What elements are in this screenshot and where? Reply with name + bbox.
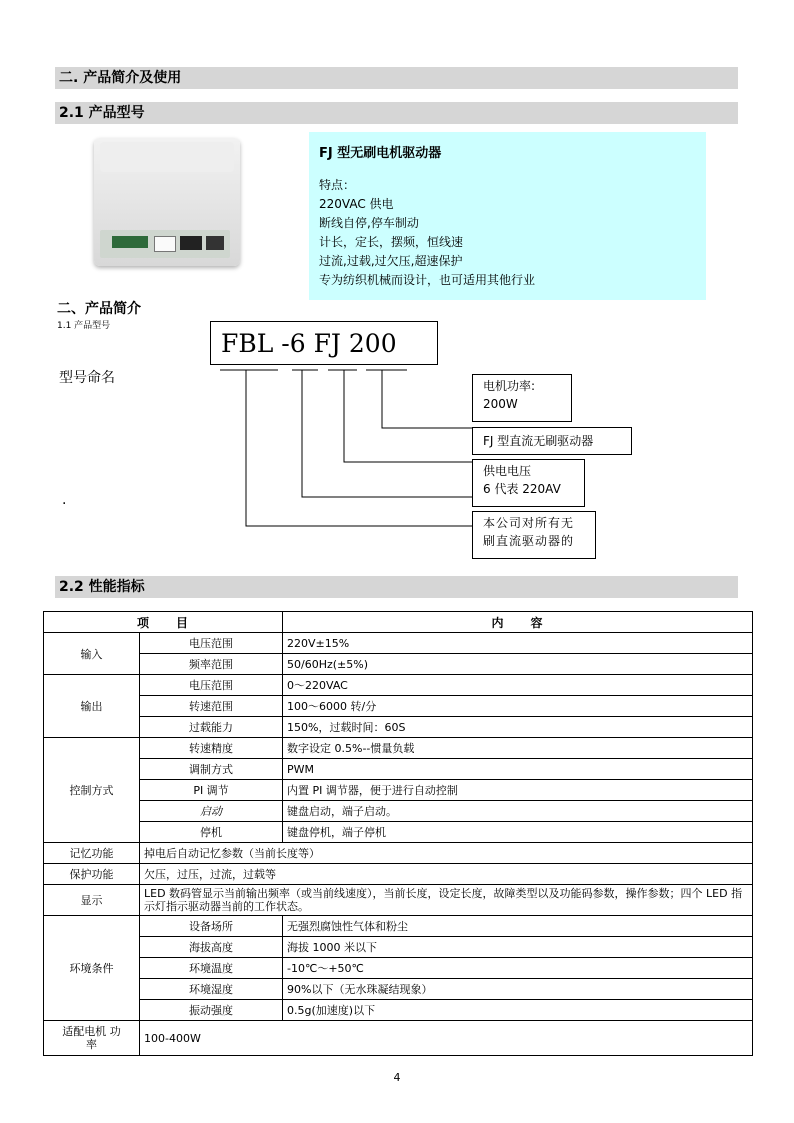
table-row [44,696,753,717]
table-row [44,916,753,937]
naming-voltage-value: 6 代表 220AV [483,482,561,496]
table-item: 设备场所 [140,916,283,937]
table-row [44,843,753,864]
intro-subheading: 1.1 产品型号 [57,321,111,331]
naming-box-power [472,374,572,422]
table-row [44,633,753,654]
table-row [44,937,753,958]
table-value: -10℃～+50℃ [283,958,753,979]
table-value: 无强烈腐蚀性气体和粉尘 [283,916,753,937]
table-item: 振动强度 [140,1000,283,1021]
table-header-row [44,612,753,633]
feature-line: 断线自停,停车制动 [319,216,419,230]
table-group: 显示 [44,885,140,916]
table-value: 键盘启动，端子启动。 [283,801,753,822]
naming-voltage-label: 供电电压 [483,464,532,478]
bullet-dot: · [62,496,67,512]
model-code-box: FBL -6 FJ 200 [210,321,438,365]
table-value: 150%，过载时间：60S [283,717,753,738]
table-item: 转速范围 [140,696,283,717]
naming-label: 型号命名 [59,370,115,386]
table-value: 0.5g(加速度)以下 [283,1000,753,1021]
table-value: 100～6000 转/分 [283,696,753,717]
naming-power-label: 电机功率: [483,379,536,393]
table-value: 90%以下（无水珠凝结现象） [283,979,753,1000]
naming-power-value: 200W [483,397,518,411]
spec-table [43,611,753,1056]
table-item: 过载能力 [140,717,283,738]
table-group: 输出 [44,675,140,738]
table-value: 数字设定 0.5%--惯量负载 [283,738,753,759]
table-header-content: 内 容 [283,612,753,633]
feature-line: 过流,过载,过欠压,超速保护 [319,254,463,268]
naming-box-company [472,511,596,559]
table-group: 保护功能 [44,864,140,885]
table-row [44,801,753,822]
table-row [44,885,753,916]
table-item: 电压范围 [140,633,283,654]
feature-line: 计长，定长，摆频，恒线速 [319,235,464,249]
table-item: 海拔高度 [140,937,283,958]
feature-line: 专为纺织机械而设计，也可适用其他行业 [319,273,536,287]
table-row [44,1021,753,1056]
table-value: 50/60Hz(±5%) [283,654,753,675]
table-row [44,822,753,843]
product-title: FJ 型无刷电机驱动器 [319,146,442,161]
table-header-item: 项 目 [44,612,283,633]
table-value: 键盘停机，端子停机 [283,822,753,843]
naming-box-type: FJ 型直流无刷驱动器 [472,427,632,455]
table-value: 内置 PI 调节器，便于进行自动控制 [283,780,753,801]
table-item: 停机 [140,822,283,843]
table-item: 电压范围 [140,675,283,696]
table-value: PWM [283,759,753,780]
table-row [44,864,753,885]
feature-line: 220VAC 供电 [319,197,394,211]
table-group: 环境条件 [44,916,140,1021]
table-item: 频率范围 [140,654,283,675]
table-group: 输入 [44,633,140,675]
intro-heading: 二、产品简介 [57,301,141,317]
table-row [44,780,753,801]
table-group: 控制方式 [44,738,140,843]
table-value: 100-400W [140,1021,753,1056]
table-value: 欠压，过压，过流，过载等 [140,864,753,885]
table-item: 环境湿度 [140,979,283,1000]
table-item: 转速精度 [140,738,283,759]
page-number: 4 [393,1071,401,1084]
subsection-perf-title: 2.2 性能指标 [55,576,738,598]
table-value: 海拔 1000 米以下 [283,937,753,958]
table-row [44,717,753,738]
table-item: 调制方式 [140,759,283,780]
table-row [44,979,753,1000]
table-group: 记忆功能 [44,843,140,864]
table-row [44,958,753,979]
table-group: 适配电机 功 率 [44,1021,140,1056]
table-value: 220V±15% [283,633,753,654]
naming-company-line: 刷直流驱动器的 [483,534,575,548]
feature-line: 特点： [319,178,356,192]
table-value: 0～220VAC [283,675,753,696]
subsection-model-title: 2.1 产品型号 [55,102,738,124]
table-row [44,654,753,675]
naming-company-line: 本公司对所有无 [483,516,575,530]
table-row [44,738,753,759]
table-row [44,759,753,780]
table-value: LED 数码管显示当前输出频率（或当前线速度），当前长度，设定长度，故障类型以及功能码参数，操作参数；四个 LED 指示灯指示驱动器当前的工作状态。 [140,885,753,916]
table-row [44,675,753,696]
table-row [44,1000,753,1021]
table-item: 环境温度 [140,958,283,979]
table-value: 掉电后自动记忆参数（当前长度等） [140,843,753,864]
table-item: 启动 [140,801,283,822]
naming-box-voltage [472,459,585,507]
table-item: PI 调节 [140,780,283,801]
section-title: 二. 产品简介及使用 [55,67,738,89]
